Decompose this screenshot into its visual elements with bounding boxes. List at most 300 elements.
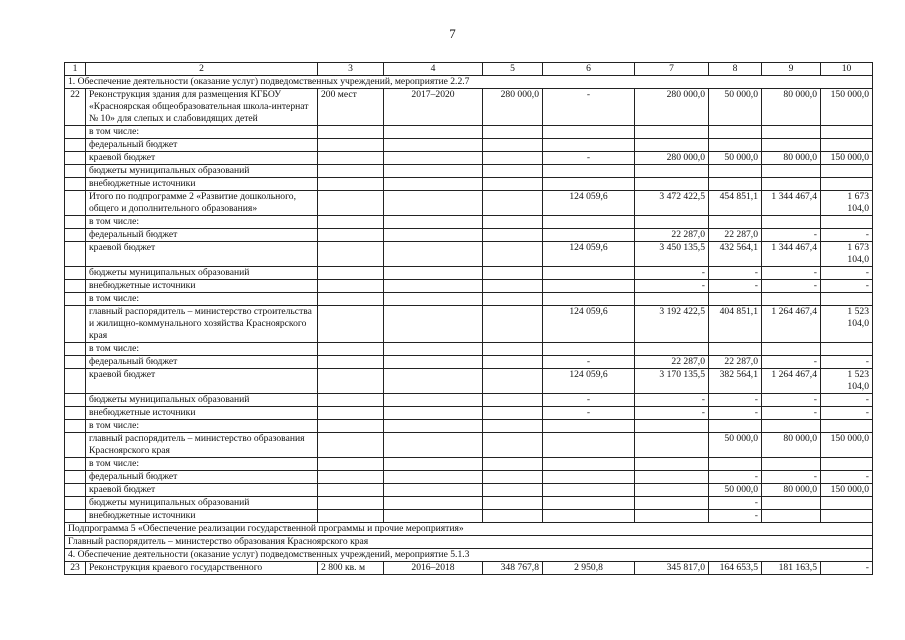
capacity — [318, 152, 384, 165]
value-col-6 — [543, 471, 635, 484]
value-col-10: - — [821, 229, 873, 242]
item-name: бюджеты муниципальных образований — [86, 267, 318, 280]
value-col-8 — [709, 293, 762, 306]
row-number — [65, 510, 86, 523]
item-name: Реконструкция краевого государственного — [86, 562, 318, 575]
total-cost — [483, 242, 543, 267]
item-name: в том числе: — [86, 458, 318, 471]
value-col-10: 1 523 104,0 — [821, 369, 873, 394]
value-col-7: 3 192 422,5 — [635, 306, 709, 343]
subprogram-title: Подпрограмма 5 «Обеспечение реализации государственной программы и прочие мероприятия» — [65, 523, 873, 536]
value-col-9 — [762, 420, 821, 433]
value-col-9 — [762, 165, 821, 178]
value-col-6 — [543, 216, 635, 229]
row-number — [65, 293, 86, 306]
value-col-9 — [762, 216, 821, 229]
row-number — [65, 458, 86, 471]
row-number: 22 — [65, 89, 86, 126]
value-col-10 — [821, 178, 873, 191]
value-col-9: 80 000,0 — [762, 89, 821, 126]
period — [384, 458, 483, 471]
capacity — [318, 394, 384, 407]
value-col-8: 454 851,1 — [709, 191, 762, 216]
period — [384, 356, 483, 369]
value-col-7 — [635, 343, 709, 356]
period — [384, 280, 483, 293]
item-name: внебюджетные источники — [86, 407, 318, 420]
item-name: федеральный бюджет — [86, 139, 318, 152]
value-col-7 — [635, 139, 709, 152]
total-cost — [483, 280, 543, 293]
table-row — [65, 89, 873, 126]
value-col-10: 1 523 104,0 — [821, 306, 873, 343]
item-name: бюджеты муниципальных образований — [86, 497, 318, 510]
period — [384, 433, 483, 458]
value-col-7: 280 000,0 — [635, 152, 709, 165]
value-col-8: 50 000,0 — [709, 152, 762, 165]
period — [384, 394, 483, 407]
capacity — [318, 178, 384, 191]
value-col-8 — [709, 216, 762, 229]
page-number: 7 — [449, 26, 456, 41]
period: 2016–2018 — [384, 562, 483, 575]
item-name: краевой бюджет — [86, 369, 318, 394]
total-cost — [483, 178, 543, 191]
capacity — [318, 306, 384, 343]
total-cost — [483, 267, 543, 280]
value-col-10 — [821, 497, 873, 510]
capacity — [318, 126, 384, 139]
value-col-9 — [762, 497, 821, 510]
total-cost — [483, 216, 543, 229]
capacity — [318, 471, 384, 484]
value-col-6 — [543, 293, 635, 306]
total-cost — [483, 433, 543, 458]
table-row — [65, 306, 873, 343]
value-col-9: - — [762, 394, 821, 407]
value-col-9: 80 000,0 — [762, 484, 821, 497]
value-col-8 — [709, 420, 762, 433]
value-col-6: - — [543, 356, 635, 369]
period: 2017–2020 — [384, 89, 483, 126]
row-number — [65, 139, 86, 152]
value-col-7 — [635, 433, 709, 458]
value-col-8: - — [709, 394, 762, 407]
value-col-7: 3 450 135,5 — [635, 242, 709, 267]
item-name: в том числе: — [86, 293, 318, 306]
total-cost — [483, 229, 543, 242]
value-col-9: 1 344 467,4 — [762, 242, 821, 267]
period — [384, 471, 483, 484]
value-col-10: - — [821, 267, 873, 280]
period — [384, 420, 483, 433]
period — [384, 178, 483, 191]
total-cost: 348 767,8 — [483, 562, 543, 575]
value-col-9 — [762, 343, 821, 356]
row-number — [65, 433, 86, 458]
table-row — [65, 242, 873, 267]
period — [384, 267, 483, 280]
value-col-9: 80 000,0 — [762, 433, 821, 458]
table-row — [65, 191, 873, 216]
value-col-8: - — [709, 267, 762, 280]
value-col-9: - — [762, 356, 821, 369]
capacity — [318, 369, 384, 394]
value-col-10 — [821, 420, 873, 433]
row-number — [65, 242, 86, 267]
item-name: внебюджетные источники — [86, 280, 318, 293]
item-name: федеральный бюджет — [86, 229, 318, 242]
value-col-7: 345 817,0 — [635, 562, 709, 575]
value-col-6: 124 059,6 — [543, 242, 635, 267]
value-col-10: - — [821, 280, 873, 293]
value-col-9: - — [762, 471, 821, 484]
col-header: 3 — [318, 63, 384, 76]
item-name: федеральный бюджет — [86, 356, 318, 369]
value-col-8 — [709, 165, 762, 178]
value-col-10 — [821, 139, 873, 152]
value-col-6 — [543, 139, 635, 152]
period — [384, 191, 483, 216]
table-row — [65, 407, 873, 420]
table-row — [65, 229, 873, 242]
value-col-7 — [635, 484, 709, 497]
value-col-9 — [762, 178, 821, 191]
value-col-6 — [543, 267, 635, 280]
value-col-9 — [762, 126, 821, 139]
value-col-8 — [709, 458, 762, 471]
period — [384, 484, 483, 497]
total-cost — [483, 165, 543, 178]
col-header: 5 — [483, 63, 543, 76]
capacity — [318, 267, 384, 280]
period — [384, 497, 483, 510]
table-row — [65, 497, 873, 510]
value-col-10 — [821, 216, 873, 229]
period — [384, 510, 483, 523]
row-number — [65, 356, 86, 369]
value-col-9: - — [762, 407, 821, 420]
col-header: 8 — [709, 63, 762, 76]
value-col-7: 3 472 422,5 — [635, 191, 709, 216]
value-col-6 — [543, 280, 635, 293]
section-row — [65, 523, 873, 536]
value-col-9 — [762, 293, 821, 306]
capacity: 2 800 кв. м — [318, 562, 384, 575]
row-number — [65, 420, 86, 433]
period — [384, 165, 483, 178]
table-row — [65, 484, 873, 497]
value-col-8: - — [709, 510, 762, 523]
table-row — [65, 267, 873, 280]
value-col-6: 124 059,6 — [543, 191, 635, 216]
value-col-6: - — [543, 89, 635, 126]
value-col-7 — [635, 497, 709, 510]
total-cost — [483, 458, 543, 471]
column-number-row — [65, 63, 873, 76]
value-col-10: - — [821, 394, 873, 407]
item-name: Реконструкция здания для размещения КГБОУ «Красноярская общеобразовательная школа-интернат № 10» для слепых и слабовидящих детей — [86, 89, 318, 126]
row-number — [65, 191, 86, 216]
total-cost — [483, 420, 543, 433]
value-col-7: 280 000,0 — [635, 89, 709, 126]
row-number — [65, 484, 86, 497]
value-col-6 — [543, 229, 635, 242]
value-col-9: 181 163,5 — [762, 562, 821, 575]
total-cost — [483, 139, 543, 152]
value-col-7 — [635, 420, 709, 433]
value-col-7 — [635, 471, 709, 484]
table-row — [65, 216, 873, 229]
value-col-10: - — [821, 562, 873, 575]
value-col-6 — [543, 343, 635, 356]
item-name: краевой бюджет — [86, 484, 318, 497]
row-number — [65, 267, 86, 280]
value-col-10 — [821, 510, 873, 523]
capacity — [318, 510, 384, 523]
capacity — [318, 433, 384, 458]
row-number — [65, 306, 86, 343]
value-col-6: 124 059,6 — [543, 306, 635, 343]
total-cost — [483, 497, 543, 510]
capacity — [318, 356, 384, 369]
value-col-7: 3 170 135,5 — [635, 369, 709, 394]
value-col-6 — [543, 126, 635, 139]
capacity — [318, 497, 384, 510]
value-col-6: - — [543, 152, 635, 165]
item-name: в том числе: — [86, 216, 318, 229]
value-col-10: - — [821, 356, 873, 369]
row-number: 23 — [65, 562, 86, 575]
period — [384, 242, 483, 267]
capacity — [318, 420, 384, 433]
period — [384, 306, 483, 343]
value-col-6 — [543, 433, 635, 458]
value-col-8: - — [709, 497, 762, 510]
table-row — [65, 433, 873, 458]
table-row — [65, 139, 873, 152]
value-col-8: 50 000,0 — [709, 433, 762, 458]
table-row — [65, 126, 873, 139]
main-manager-title: Главный распорядитель – министерство образования Красноярского края — [65, 536, 873, 549]
table-row — [65, 280, 873, 293]
total-cost — [483, 191, 543, 216]
item-name: главный распорядитель – министерство строительства и жилищно-коммунального хозяйства Красноярского края — [86, 306, 318, 343]
item-name: внебюджетные источники — [86, 510, 318, 523]
value-col-7: - — [635, 407, 709, 420]
col-header: 10 — [821, 63, 873, 76]
value-col-10: 150 000,0 — [821, 433, 873, 458]
capacity: 200 мест — [318, 89, 384, 126]
value-col-8: 50 000,0 — [709, 484, 762, 497]
table-row — [65, 343, 873, 356]
row-number — [65, 229, 86, 242]
total-cost — [483, 152, 543, 165]
value-col-8: 50 000,0 — [709, 89, 762, 126]
table-row — [65, 356, 873, 369]
value-col-9: 80 000,0 — [762, 152, 821, 165]
table-row — [65, 178, 873, 191]
total-cost — [483, 369, 543, 394]
period — [384, 293, 483, 306]
table-row — [65, 293, 873, 306]
section-title: 4. Обеспечение деятельности (оказание услуг) подведомственных учреждений, мероприятие 5.1.3 — [65, 549, 873, 562]
table-row — [65, 471, 873, 484]
value-col-9 — [762, 458, 821, 471]
item-name: Итого по подпрограмме 2 «Развитие дошкольного, общего и дополнительного образования» — [86, 191, 318, 216]
period — [384, 229, 483, 242]
value-col-10 — [821, 293, 873, 306]
table-body — [65, 63, 873, 575]
value-col-9: 1 344 467,4 — [762, 191, 821, 216]
value-col-10: 150 000,0 — [821, 152, 873, 165]
item-name: в том числе: — [86, 126, 318, 139]
value-col-7: - — [635, 280, 709, 293]
row-number — [65, 369, 86, 394]
total-cost — [483, 394, 543, 407]
value-col-9: - — [762, 267, 821, 280]
value-col-6 — [543, 458, 635, 471]
value-col-10 — [821, 458, 873, 471]
table-row — [65, 420, 873, 433]
row-number — [65, 165, 86, 178]
item-name: в том числе: — [86, 343, 318, 356]
value-col-10 — [821, 343, 873, 356]
item-name: в том числе: — [86, 420, 318, 433]
value-col-10 — [821, 126, 873, 139]
value-col-10: - — [821, 407, 873, 420]
item-name: краевой бюджет — [86, 152, 318, 165]
value-col-10: 150 000,0 — [821, 89, 873, 126]
value-col-10: 150 000,0 — [821, 484, 873, 497]
value-col-8: - — [709, 407, 762, 420]
value-col-7: - — [635, 267, 709, 280]
value-col-9: - — [762, 280, 821, 293]
row-number — [65, 178, 86, 191]
capacity — [318, 242, 384, 267]
item-name: бюджеты муниципальных образований — [86, 165, 318, 178]
row-number — [65, 343, 86, 356]
value-col-6: - — [543, 407, 635, 420]
table-row — [65, 458, 873, 471]
value-col-8: 22 287,0 — [709, 229, 762, 242]
section-row — [65, 536, 873, 549]
table-row — [65, 562, 873, 575]
capacity — [318, 191, 384, 216]
value-col-8: - — [709, 280, 762, 293]
value-col-9: 1 264 467,4 — [762, 306, 821, 343]
item-name: краевой бюджет — [86, 242, 318, 267]
value-col-9: 1 264 467,4 — [762, 369, 821, 394]
period — [384, 152, 483, 165]
item-name: бюджеты муниципальных образований — [86, 394, 318, 407]
item-name: внебюджетные источники — [86, 178, 318, 191]
row-number — [65, 407, 86, 420]
value-col-7 — [635, 178, 709, 191]
value-col-10 — [821, 165, 873, 178]
total-cost — [483, 484, 543, 497]
total-cost — [483, 306, 543, 343]
capacity — [318, 280, 384, 293]
period — [384, 343, 483, 356]
value-col-7 — [635, 293, 709, 306]
value-col-7 — [635, 165, 709, 178]
value-col-6: 124 059,6 — [543, 369, 635, 394]
row-number — [65, 216, 86, 229]
value-col-6: - — [543, 394, 635, 407]
value-col-9 — [762, 139, 821, 152]
table-row — [65, 165, 873, 178]
value-col-10: - — [821, 471, 873, 484]
period — [384, 126, 483, 139]
total-cost — [483, 510, 543, 523]
value-col-6 — [543, 497, 635, 510]
row-number — [65, 126, 86, 139]
row-number — [65, 471, 86, 484]
value-col-8 — [709, 343, 762, 356]
col-header: 4 — [384, 63, 483, 76]
total-cost — [483, 356, 543, 369]
row-number — [65, 280, 86, 293]
value-col-6 — [543, 510, 635, 523]
value-col-8: 432 564,1 — [709, 242, 762, 267]
value-col-8 — [709, 178, 762, 191]
capacity — [318, 216, 384, 229]
row-number — [65, 497, 86, 510]
section-row — [65, 549, 873, 562]
table-row — [65, 152, 873, 165]
value-col-9 — [762, 510, 821, 523]
col-header: 2 — [86, 63, 318, 76]
period — [384, 216, 483, 229]
table-row — [65, 510, 873, 523]
value-col-6 — [543, 484, 635, 497]
value-col-8: 382 564,1 — [709, 369, 762, 394]
value-col-9: - — [762, 229, 821, 242]
capacity — [318, 165, 384, 178]
total-cost — [483, 343, 543, 356]
item-name: федеральный бюджет — [86, 471, 318, 484]
value-col-10: 1 673 104,0 — [821, 191, 873, 216]
section-title: 1. Обеспечение деятельности (оказание услуг) подведомственных учреждений, мероприятие 2.2.7 — [65, 76, 873, 89]
capacity — [318, 407, 384, 420]
value-col-8 — [709, 139, 762, 152]
total-cost — [483, 126, 543, 139]
capacity — [318, 343, 384, 356]
col-header: 1 — [65, 63, 86, 76]
value-col-8: 164 653,5 — [709, 562, 762, 575]
table-row — [65, 369, 873, 394]
value-col-7 — [635, 510, 709, 523]
col-header: 6 — [543, 63, 635, 76]
total-cost: 280 000,0 — [483, 89, 543, 126]
value-col-7 — [635, 126, 709, 139]
value-col-8: - — [709, 471, 762, 484]
value-col-8: 22 287,0 — [709, 356, 762, 369]
value-col-7 — [635, 458, 709, 471]
capacity — [318, 229, 384, 242]
value-col-6 — [543, 165, 635, 178]
value-col-6 — [543, 178, 635, 191]
total-cost — [483, 471, 543, 484]
value-col-7: - — [635, 394, 709, 407]
period — [384, 407, 483, 420]
budget-table — [64, 62, 873, 575]
value-col-7: 22 287,0 — [635, 356, 709, 369]
section-row — [65, 76, 873, 89]
value-col-8: 404 851,1 — [709, 306, 762, 343]
value-col-6: 2 950,8 — [543, 562, 635, 575]
